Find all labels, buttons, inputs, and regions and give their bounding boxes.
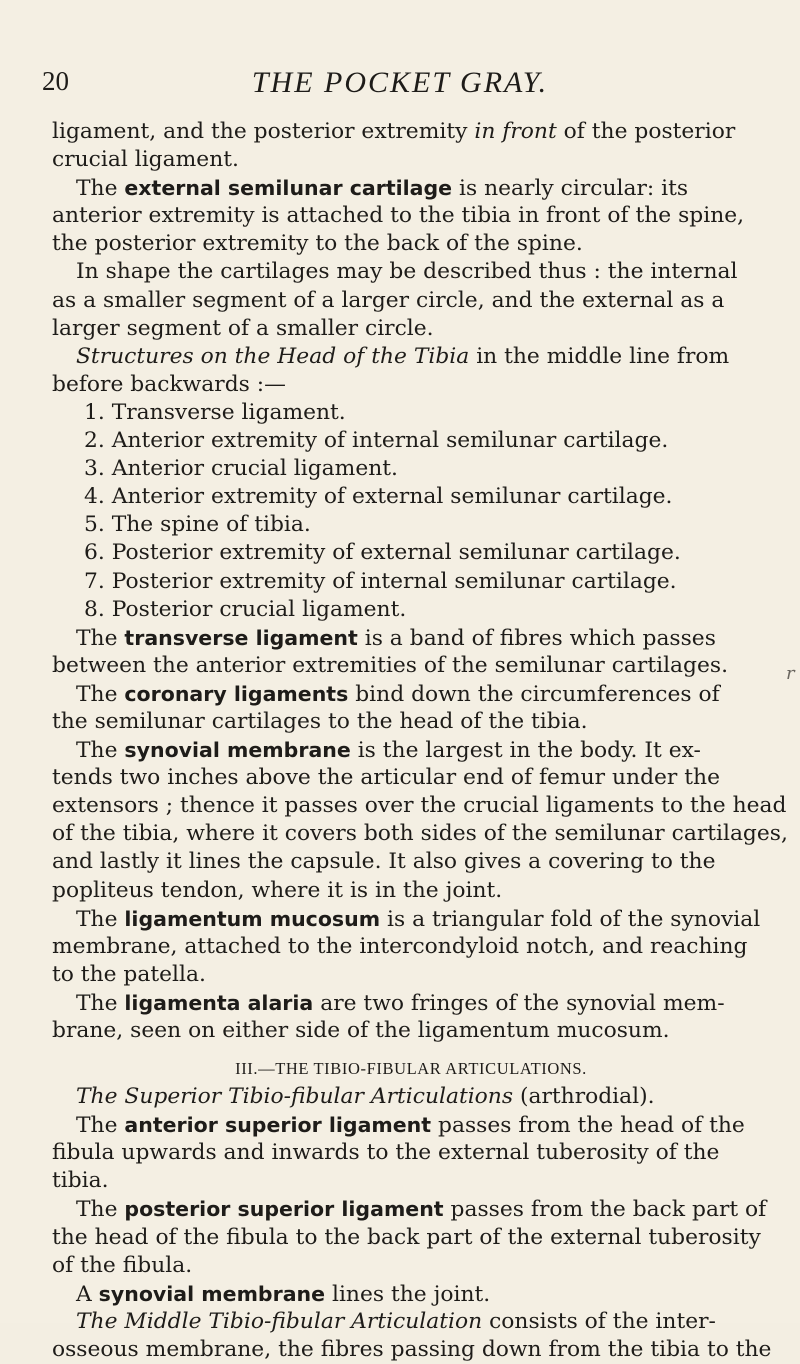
text-line: In shape the cartilages may be described thus : the internal	[76, 259, 738, 285]
list-item: 7. Posterior extremity of internal semilunar cartilage.	[84, 568, 677, 594]
text-line: the posterior extremity to the back of the spine.	[52, 231, 583, 257]
text-line: The external semilunar cartilage is nearly circular: its	[76, 176, 689, 202]
text-line: The ligamenta alaria are two fringes of the synovial mem-	[76, 990, 725, 1016]
text-line: The anterior superior ligament passes from the head of the	[76, 1113, 745, 1139]
list-item: 3. Anterior crucial ligament.	[84, 456, 398, 482]
text-line: brane, seen on either side of the ligamentum mucosum.	[52, 1018, 670, 1043]
text-line: The posterior superior ligament passes from the back part of	[76, 1197, 767, 1223]
list-item: 8. Posterior crucial ligament.	[84, 596, 407, 622]
text-line: fibula upwards and inwards to the external tuberosity of the	[52, 1140, 720, 1166]
list-item: 4. Anterior extremity of external semilunar cartilage.	[84, 484, 673, 510]
list-item: 2. Anterior extremity of internal semilunar cartilage.	[84, 428, 669, 454]
text-line: before backwards :—	[52, 371, 286, 397]
page-header	[42, 66, 758, 106]
list-item: 5. The spine of tibia.	[84, 512, 311, 538]
text-line: The Superior Tibio-fibular Articulations (arthrodial).	[76, 1084, 655, 1110]
text-line: larger segment of a smaller circle.	[52, 315, 434, 341]
text-line: The Middle Tibio-fibular Articulation consists of the inter-	[76, 1308, 716, 1334]
text-line: membrane, attached to the intercondyloid notch, and reaching	[52, 933, 748, 959]
page-number: 20	[42, 66, 69, 96]
text-line: the semilunar cartilages to the head of the tibia.	[52, 708, 588, 734]
list-item: 1. Transverse ligament.	[84, 399, 346, 425]
text-line: the head of the fibula to the back part of the external tuberosity	[52, 1224, 761, 1250]
text-line: The synovial membrane is the largest in the body. It ex-	[76, 738, 701, 764]
text-line: The ligamentum mucosum is a triangular fold of the synovial	[76, 906, 761, 932]
section-heading: III.—THE TIBIO-FIBULAR ARTICULATIONS.	[235, 1059, 587, 1079]
body-text	[52, 118, 788, 1364]
text-line: The transverse ligament is a band of fibres which passes	[76, 625, 716, 651]
text-line: popliteus tendon, where it is in the joint.	[52, 877, 503, 903]
text-line: ligament, and the posterior extremity in front of the posterior	[52, 119, 736, 144]
text-line: tibia.	[52, 1168, 109, 1194]
text-line: of the fibula.	[52, 1252, 193, 1278]
margin-mark: r	[786, 663, 795, 684]
text-line: tends two inches above the articular end of femur under the	[52, 765, 720, 791]
text-line: and lastly it lines the capsule. It also gives a covering to the	[52, 849, 716, 875]
text-line: A synovial membrane lines the joint.	[76, 1281, 491, 1307]
text-line: crucial ligament.	[52, 147, 239, 173]
text-line: as a smaller segment of a larger circle, and the external as a	[52, 287, 725, 313]
text-line: anterior extremity is attached to the tibia in front of the spine,	[52, 203, 745, 229]
running-title: THE POCKET GRAY.	[251, 66, 549, 99]
text-line: between the anterior extremities of the semilunar cartilages.	[52, 652, 729, 678]
text-line: of the tibia, where it covers both sides of the semilunar cartilages,	[52, 821, 788, 847]
text-line: osseous membrane, the fibres passing down from the tibia to the	[52, 1336, 772, 1362]
list-item: 6. Posterior extremity of external semilunar cartilage.	[84, 540, 681, 566]
text-line: to the patella.	[52, 961, 206, 987]
text-line: extensors ; thence it passes over the crucial ligaments to the head	[52, 793, 787, 819]
text-line: Structures on the Head of the Tibia in the middle line from	[76, 343, 730, 369]
text-line: The coronary ligaments bind down the circumferences of	[76, 681, 720, 707]
